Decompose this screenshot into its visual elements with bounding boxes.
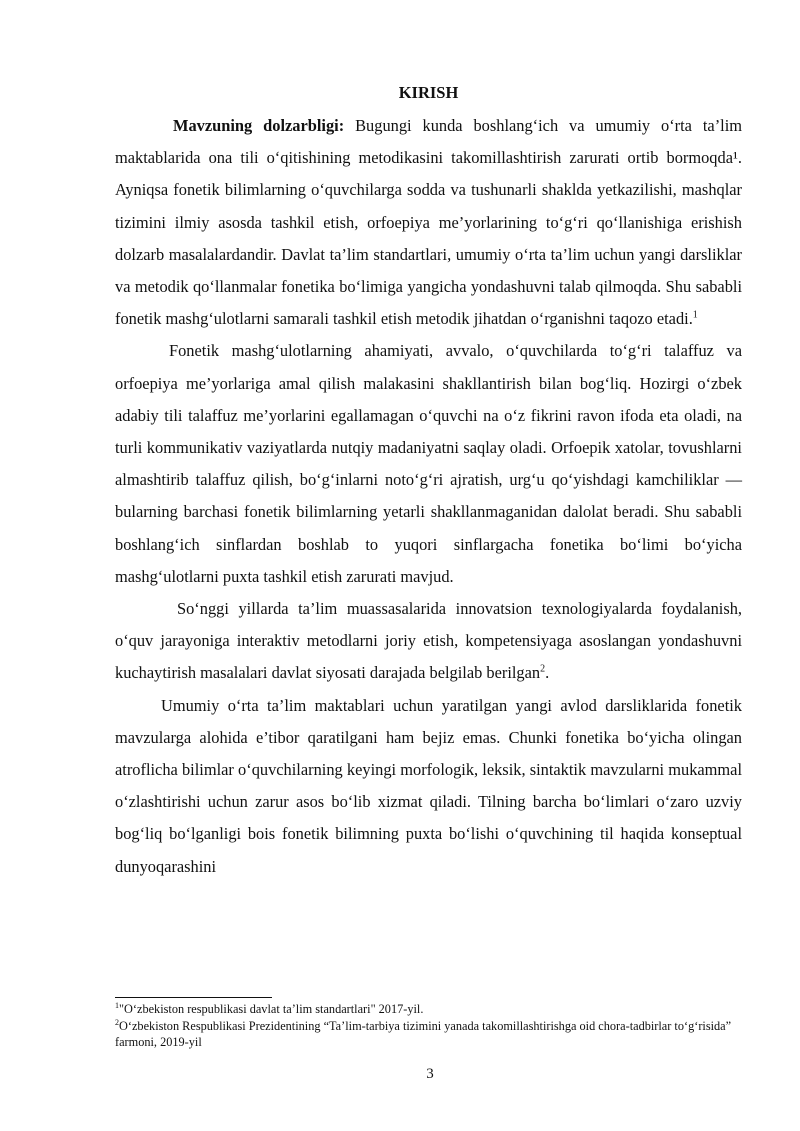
paragraph-relevance xyxy=(115,110,742,335)
footnote-separator xyxy=(115,997,272,998)
paragraph-textbooks xyxy=(115,690,742,883)
footnote-ref: 2 xyxy=(540,663,546,675)
page-title: KIRISH xyxy=(398,83,459,102)
paragraph-text: Fonetik mashg‘ulotlarning ahamiyati, avvalo, o‘quvchilarda to‘g‘ri talaffuz va orfoepiya me’yorlariga amal qilish malakasini shakllantirish bilan bog‘liq. Hozirgi o‘zbek adabiy tili talaffuz me’yorlarini egallamagan o‘quvchi na o‘z fikrini ravon ifoda eta oladi, na turli kommunikativ vaziyatlarda nutqiy madaniyatni saqlay oladi. Orfoepik xatolar, tovushlarni almashtirib talaffuz qilish, bo‘g‘inlarni noto‘g‘ri ajratish, urg‘u qo‘yishdagi kamchiliklar — bularning barchasi fonetik bilimlarning yetarli shakllanmaganidan dalolat beradi. Shu sababli boshlang‘ich sinflardan boshlab to yuqori sinflargacha fonetika bo‘limi bo‘yicha mashg‘ulotlarni puxta tashkil etish zarurati mavjud. xyxy=(115,341,742,586)
footnotes xyxy=(115,1001,742,1051)
footnote-item xyxy=(115,1018,742,1051)
paragraph-punctuation: . xyxy=(545,663,550,683)
footnote-number: 2 xyxy=(115,1017,119,1027)
footnote-ref: 1 xyxy=(692,309,698,321)
footnote-text: O‘zbekiston Respublikasi Prezidentining “Ta’lim-tarbiya tizimini yanada takomillashtirishga oid chora-tadbirlar to‘g‘risida” farmoni, 2019-yil xyxy=(115,1018,732,1049)
paragraph-text: So‘nggi yillarda ta’lim muassasalarida innovatsion texnologiyalarda foydalanish, o‘quv jarayoniga interaktiv metodlarni joriy etish, kompetensiyaga asoslangan yondashuvni kuchaytirish masalalari davlat siyosati darajada belgilab berilgan xyxy=(115,599,742,683)
page-number: 3 xyxy=(426,1066,434,1082)
footnote-number: 1 xyxy=(115,1000,119,1010)
paragraph-text: Bugungi kunda boshlang‘ich va umumiy o‘rta ta’lim maktablarida ona tili o‘qitishining metodikasini takomillashtirish zarurati ortib bormoqda¹. Ayniqsa fonetik bilimlarning o‘quvchilarga sodda va tushunarli shaklda yetkazilishi, mashqlar tizimini ilmiy asosda tashkil etish, orfoepiya me’yorlarining to‘g‘ri qo‘llanishiga erishish dolzarb masalalardandir. Davlat ta’lim standartlari, umumiy o‘rta ta’lim uchun yangi darsliklar va metodik qo‘llanmalar fonetika bo‘limiga yangicha yondashuvni talab qilmoqda. Shu sababli fonetik mashg‘ulotlarni samarali tashkil etish metodik jihatdan o‘rganishni taqozo etadi. xyxy=(115,116,743,329)
paragraph-innovation xyxy=(115,593,742,690)
paragraph-text: Umumiy o‘rta ta’lim maktablari uchun yaratilgan yangi avlod darsliklarida fonetik mavzularga alohida e’tibor qaratilgani ham bejiz emas. Chunki fonetika bo‘yicha olingan atroflicha bilimlar o‘quvchilarning keyingi morfologik, leksik, sintaktik mavzularni mukammal o‘zlashtirishi uchun zarur asos bo‘lib xizmat qiladi. Tilning barcha bo‘limlari o‘zaro uzviy bog‘liq bo‘lganligi bois fonetik bilimning puxta bo‘lishi o‘quvchining til haqida konseptual dunyoqarashini xyxy=(115,695,742,876)
paragraph-phonetic-importance xyxy=(115,335,742,593)
footnote-item xyxy=(115,1001,742,1018)
footnote-text: "O‘zbekiston respublikasi davlat ta’lim standartlari" 2017-yil. xyxy=(119,1002,424,1016)
relevance-heading: Mavzuning dolzarbligi: xyxy=(173,116,345,135)
body-text xyxy=(115,110,742,883)
